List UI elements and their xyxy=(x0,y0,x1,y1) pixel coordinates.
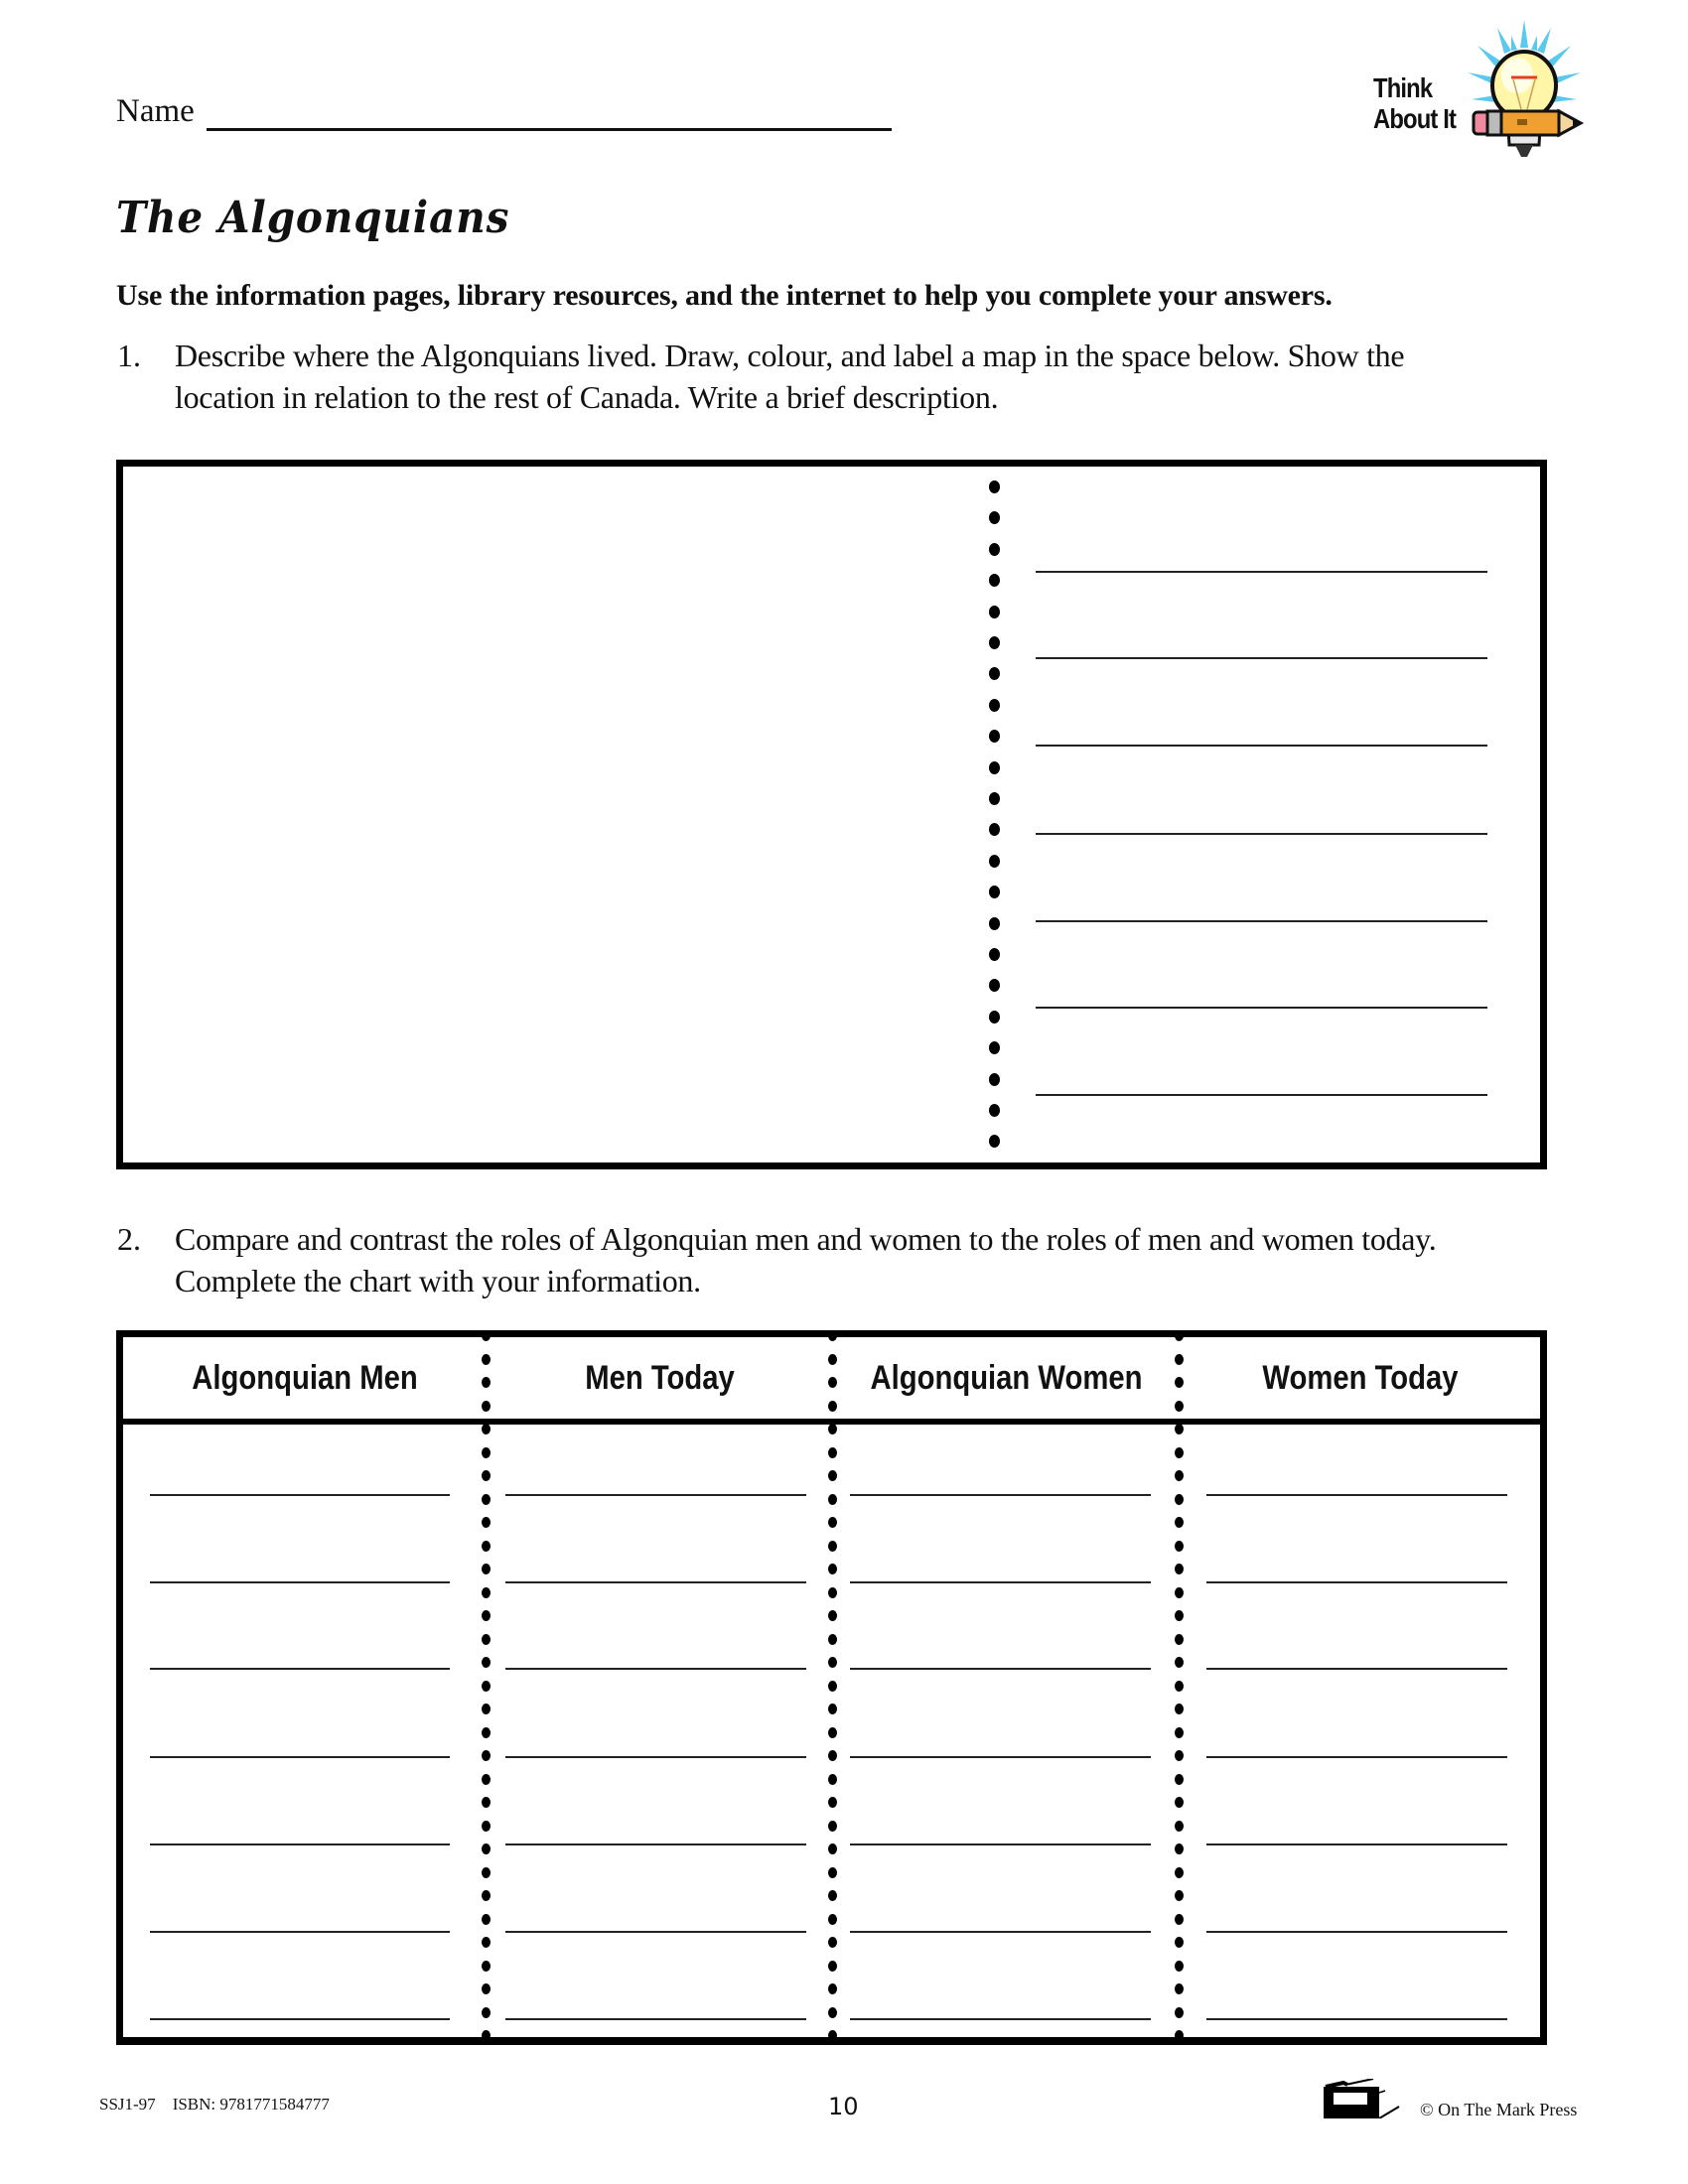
column-divider-dot xyxy=(482,1541,491,1552)
column-divider-dot xyxy=(1175,2030,1184,2041)
column-divider-dot xyxy=(828,1354,837,1365)
copyright: © On The Mark Press xyxy=(1420,2100,1578,2119)
chart-line-col-2[interactable] xyxy=(505,2018,806,2020)
column-divider-dot xyxy=(482,1401,491,1412)
column-divider-dot xyxy=(828,1634,837,1645)
column-divider-dot xyxy=(828,1797,837,1808)
description-line[interactable] xyxy=(1036,745,1487,747)
column-divider-dot xyxy=(1175,1447,1184,1458)
column-divider-dot xyxy=(482,1890,491,1901)
column-divider-dot xyxy=(828,1447,837,1458)
column-divider-dot xyxy=(482,1797,491,1808)
question-1-text: Describe where the Algonquians lived. Draw, colour, and label a map in the space below. Show the location in relation to the rest of Canada. Write a brief description. xyxy=(175,338,1405,415)
chart-line-col-3[interactable] xyxy=(850,1931,1151,1933)
column-divider-dot xyxy=(1175,1821,1184,1832)
column-divider-dot xyxy=(828,1517,837,1528)
chart-line-col-3[interactable] xyxy=(850,1668,1151,1670)
product-code: SSJ1-97 xyxy=(99,2095,156,2114)
column-divider-dot xyxy=(828,1564,837,1574)
column-header-women-today: Women Today xyxy=(1262,1359,1459,1397)
column-divider-dot xyxy=(1175,1541,1184,1552)
divider-dot xyxy=(989,543,1000,556)
column-divider-dot xyxy=(1175,1494,1184,1505)
divider-dot xyxy=(989,792,1000,805)
chart-line-col-4[interactable] xyxy=(1206,1668,1507,1670)
column-divider-dot xyxy=(828,1330,837,1341)
chart-line-col-2[interactable] xyxy=(505,1494,806,1496)
column-divider-dot xyxy=(1175,1843,1184,1854)
column-divider-dot xyxy=(828,1657,837,1668)
instructions: Use the information pages, library resources, and the internet to help you complete your answers. xyxy=(116,279,1333,312)
chart-line-col-2[interactable] xyxy=(505,1668,806,1670)
divider-dot xyxy=(989,480,1000,493)
column-divider-dot xyxy=(1175,1961,1184,1972)
column-divider-dot xyxy=(828,1821,837,1832)
chart-line-col-4[interactable] xyxy=(1206,1494,1507,1496)
chart-line-col-1[interactable] xyxy=(150,1494,450,1496)
column-divider-dot xyxy=(828,1494,837,1505)
column-divider-dot xyxy=(1175,1424,1184,1434)
column-divider-dot xyxy=(482,1843,491,1854)
question-2-text: Compare and contrast the roles of Algonquian men and women to the roles of men and women today. Complete the chart with your information. xyxy=(175,1221,1437,1298)
question-2-number: 2. xyxy=(117,1221,141,1257)
chart-line-col-2[interactable] xyxy=(505,1581,806,1583)
divider-dot xyxy=(989,1104,1000,1117)
description-line[interactable] xyxy=(1036,833,1487,835)
divider-dot xyxy=(989,948,1000,961)
column-divider-dot xyxy=(482,1634,491,1645)
column-divider-dot xyxy=(482,1774,491,1785)
chart-line-col-4[interactable] xyxy=(1206,1581,1507,1583)
column-header-algonquian-men: Algonquian Men xyxy=(192,1359,418,1397)
column-divider-dot xyxy=(482,1470,491,1481)
column-divider-dot xyxy=(482,1587,491,1598)
divider-dot xyxy=(989,917,1000,930)
column-divider-dot xyxy=(828,1774,837,1785)
chart-line-col-1[interactable] xyxy=(150,2018,450,2020)
column-divider-dot xyxy=(1175,1470,1184,1481)
column-divider-dot xyxy=(828,1401,837,1412)
column-divider-dot xyxy=(482,1610,491,1621)
column-divider-dot xyxy=(828,2030,837,2041)
column-divider-dot xyxy=(828,1961,837,1972)
column-divider-dot xyxy=(482,1377,491,1388)
column-divider-dot xyxy=(1175,1657,1184,1668)
column-divider-dot xyxy=(828,1424,837,1434)
column-divider-dot xyxy=(828,1867,837,1878)
description-line[interactable] xyxy=(1036,1007,1487,1009)
column-divider-dot xyxy=(1175,1890,1184,1901)
lightbulb-pencil-icon xyxy=(1460,18,1589,167)
column-divider-dot xyxy=(482,1983,491,1994)
column-divider-dot xyxy=(1175,1937,1184,1948)
column-divider-dot xyxy=(482,1424,491,1434)
chart-line-col-1[interactable] xyxy=(150,1668,450,1670)
name-label: Name xyxy=(116,93,195,129)
chart-line-col-3[interactable] xyxy=(850,1756,1151,1758)
column-divider-dot xyxy=(1175,1377,1184,1388)
divider-dot xyxy=(989,1073,1000,1086)
column-divider-dot xyxy=(482,2007,491,2018)
column-divider-dot xyxy=(828,1541,837,1552)
divider-dot xyxy=(989,606,1000,618)
column-divider-dot xyxy=(482,1330,491,1341)
column-divider-dot xyxy=(828,1704,837,1714)
column-divider-dot xyxy=(1175,1634,1184,1645)
page-number: 10 xyxy=(828,2093,859,2120)
column-divider-dot xyxy=(1175,1797,1184,1808)
column-divider-dot xyxy=(482,1517,491,1528)
description-line[interactable] xyxy=(1036,920,1487,922)
column-divider-dot xyxy=(482,1937,491,1948)
column-divider-dot xyxy=(1175,1564,1184,1574)
column-divider-dot xyxy=(828,1470,837,1481)
column-divider-dot xyxy=(1175,1587,1184,1598)
logo-text: Think About It xyxy=(1373,72,1457,134)
description-line[interactable] xyxy=(1036,1094,1487,1096)
column-divider-dot xyxy=(482,1867,491,1878)
column-divider-dot xyxy=(1175,1330,1184,1341)
column-divider-dot xyxy=(482,1681,491,1692)
column-divider-dot xyxy=(828,1377,837,1388)
column-divider-dot xyxy=(1175,1774,1184,1785)
column-header-algonquian-women: Algonquian Women xyxy=(870,1359,1143,1397)
chart-line-col-2[interactable] xyxy=(505,1931,806,1933)
chart-line-col-1[interactable] xyxy=(150,1581,450,1583)
column-divider-dot xyxy=(1175,1681,1184,1692)
column-divider-dot xyxy=(828,1610,837,1621)
chart-line-col-3[interactable] xyxy=(850,2018,1151,2020)
column-divider-dot xyxy=(1175,1704,1184,1714)
column-divider-dot xyxy=(828,1983,837,1994)
column-divider-dot xyxy=(828,1843,837,1854)
chart-line-col-4[interactable] xyxy=(1206,1843,1507,1845)
column-divider-dot xyxy=(482,1750,491,1761)
column-divider-dot xyxy=(482,1704,491,1714)
column-divider-dot xyxy=(482,1914,491,1925)
name-field[interactable] xyxy=(207,128,892,131)
column-divider-dot xyxy=(482,1447,491,1458)
footer-code-isbn xyxy=(99,2093,330,2116)
chart-line-col-4[interactable] xyxy=(1206,1931,1507,1933)
column-divider-dot xyxy=(482,1564,491,1574)
column-divider-dot xyxy=(1175,2007,1184,2018)
column-divider-dot xyxy=(482,1354,491,1365)
column-divider-dot xyxy=(1175,1354,1184,1365)
column-divider-dot xyxy=(482,1961,491,1972)
column-divider-dot xyxy=(1175,1750,1184,1761)
isbn: ISBN: 9781771584777 xyxy=(172,2095,330,2114)
column-divider-dot xyxy=(482,1657,491,1668)
column-divider-dot xyxy=(828,1750,837,1761)
column-divider-dot xyxy=(1175,1983,1184,1994)
column-divider-dot xyxy=(1175,1401,1184,1412)
column-divider-dot xyxy=(482,1727,491,1738)
column-divider-dot xyxy=(828,2007,837,2018)
chart-line-col-4[interactable] xyxy=(1206,1756,1507,1758)
chart-line-col-3[interactable] xyxy=(850,1843,1151,1845)
chart-line-col-3[interactable] xyxy=(850,1581,1151,1583)
chart-line-col-1[interactable] xyxy=(150,1843,450,1845)
divider-dot xyxy=(989,761,1000,774)
chart-line-col-1[interactable] xyxy=(150,1756,450,1758)
description-line[interactable] xyxy=(1036,571,1487,573)
column-divider-dot xyxy=(1175,1727,1184,1738)
divider-dot xyxy=(989,699,1000,712)
column-divider-dot xyxy=(828,1587,837,1598)
think-about-it-logo xyxy=(1360,18,1589,167)
divider-dot xyxy=(989,636,1000,649)
question-1-number: 1. xyxy=(117,338,141,373)
divider-dot xyxy=(989,1011,1000,1024)
chart-line-col-4[interactable] xyxy=(1206,2018,1507,2020)
description-line[interactable] xyxy=(1036,657,1487,659)
column-divider-dot xyxy=(828,1727,837,1738)
column-divider-dot xyxy=(482,2030,491,2041)
column-divider-dot xyxy=(828,1937,837,1948)
page-title: The Algonquians xyxy=(116,193,510,243)
column-divider-dot xyxy=(482,1494,491,1505)
chart-line-col-1[interactable] xyxy=(150,1931,450,1933)
column-divider-dot xyxy=(1175,1914,1184,1925)
column-divider-dot xyxy=(482,1821,491,1832)
chart-line-col-2[interactable] xyxy=(505,1843,806,1845)
divider-dot xyxy=(989,855,1000,868)
column-divider-dot xyxy=(1175,1517,1184,1528)
column-header-men-today: Men Today xyxy=(585,1359,735,1397)
column-divider-dot xyxy=(828,1914,837,1925)
map-drawing-box[interactable] xyxy=(116,460,1547,1169)
chart-line-col-3[interactable] xyxy=(850,1494,1151,1496)
column-divider-dot xyxy=(828,1681,837,1692)
column-divider-dot xyxy=(1175,1867,1184,1878)
column-divider-dot xyxy=(1175,1610,1184,1621)
photocopier-icon xyxy=(1324,2079,1403,2118)
chart-line-col-2[interactable] xyxy=(505,1756,806,1758)
column-divider-dot xyxy=(828,1890,837,1901)
